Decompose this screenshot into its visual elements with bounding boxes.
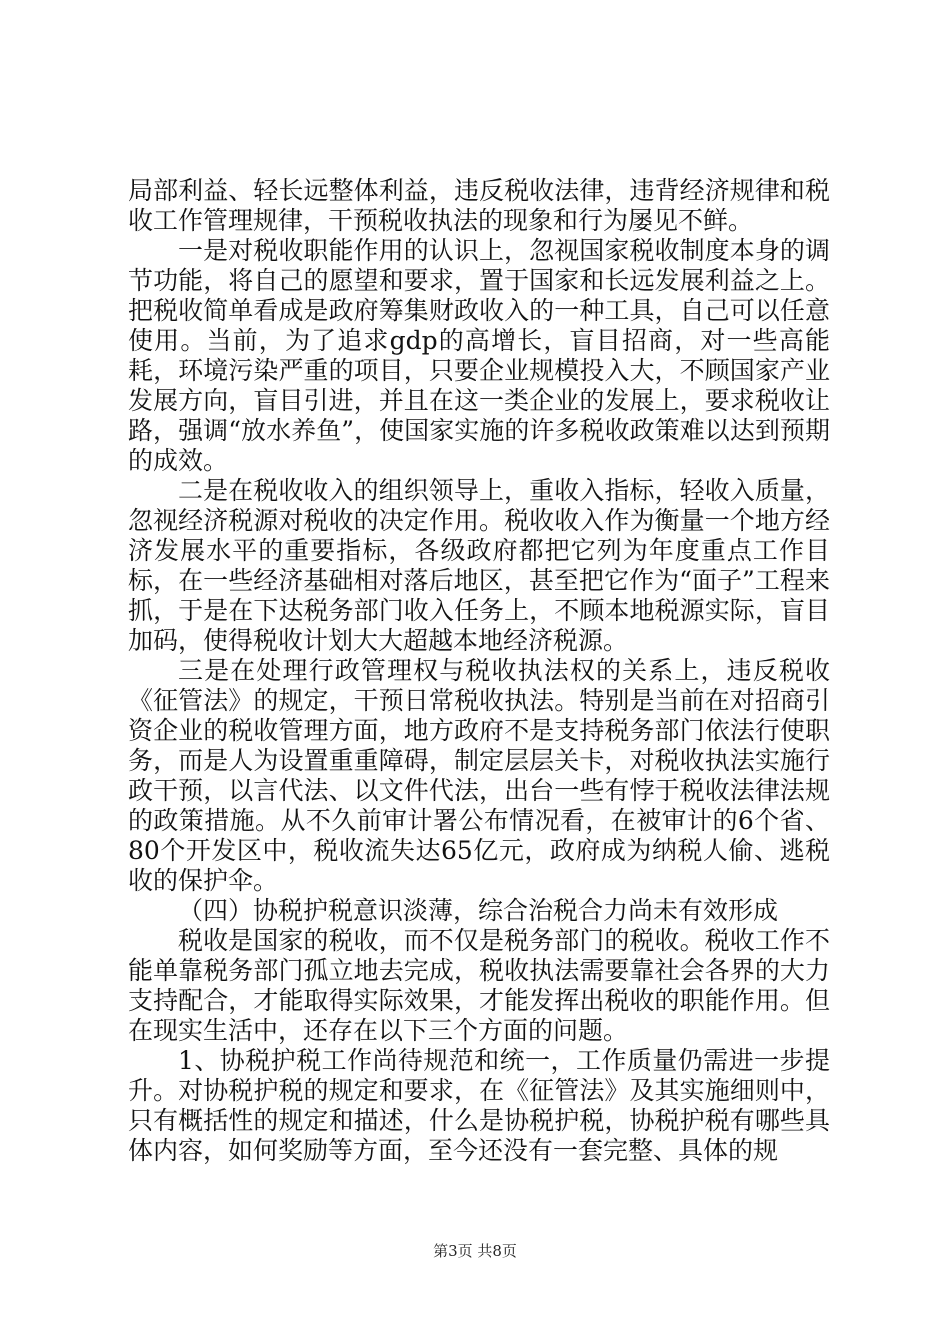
paragraph-point-two: 二是在税收收入的组织领导上，重收入指标，轻收入质量，忽视经济税源对税收的决定作用。税收收入作为衡量一个地方经济发展水平的重要指标，各级政府都把它列为年度重点工作目标，在一些经济基础相对落后地区，甚至把它作为“面子”工程来抓，于是在下达税务部门收入任务上，不顾本地税源实际，盲目加码，使得税收计划大大超越本地经济税源。 [128,476,830,655]
section-heading-four: （四）协税护税意识淡薄，综合治税合力尚未有效形成 [178,896,779,925]
paragraph-section-intro: 税收是国家的税收，而不仅是税务部门的税收。税收工作不能单靠税务部门孤立地去完成，税收执法需要靠社会各界的大力支持配合，才能取得实际效果，才能发挥出税收的职能作用。但在现实生活中，还存在以下三个方面的问题。 [128,926,830,1045]
paragraph-continuation: 局部利益、轻长远整体利益，违反税收法律，违背经济规律和税收工作管理规律，干预税收执法的现象和行为屡见不鲜。 [128,176,830,235]
document-body [128,176,830,1166]
page-number-footer: 第3页 共8页 [433,1242,517,1260]
paragraph-point-one: 一是对税收职能作用的认识上，忽视国家税收制度本身的调节功能，将自己的愿望和要求，置于国家和长远发展利益之上。把税收简单看成是政府筹集财政收入的一种工具，自己可以任意使用。当前，为了追求gdp的高增长，盲目招商，对一些高能耗，环境污染严重的项目，只要企业规模投入大，不顾国家产业发展方向，盲目引进，并且在这一类企业的发展上，要求税收让路，强调“放水养鱼”，使国家实施的许多税收政策难以达到预期的成效。 [128,236,830,475]
paragraph-point-three: 三是在处理行政管理权与税收执法权的关系上，违反税收《征管法》的规定，干预日常税收执法。特别是当前在对招商引资企业的税收管理方面，地方政府不是支持税务部门依法行使职务，而是人为设置重重障碍，制定层层关卡，对税收执法实施行政干预，以言代法、以文件代法，出台一些有悖于税收法律法规的政策措施。从不久前审计署公布情况看，在被审计的6个省、80个开发区中，税收流失达65亿元，政府成为纳税人偷、逃税收的保护伞。 [128,656,830,895]
paragraph-item-one: 1、协税护税工作尚待规范和统一，工作质量仍需进一步提升。对协税护税的规定和要求，在《征管法》及其实施细则中，只有概括性的规定和描述，什么是协税护税，协税护税有哪些具体内容，如何奖励等方面，至今还没有一套完整、具体的规 [128,1046,830,1165]
